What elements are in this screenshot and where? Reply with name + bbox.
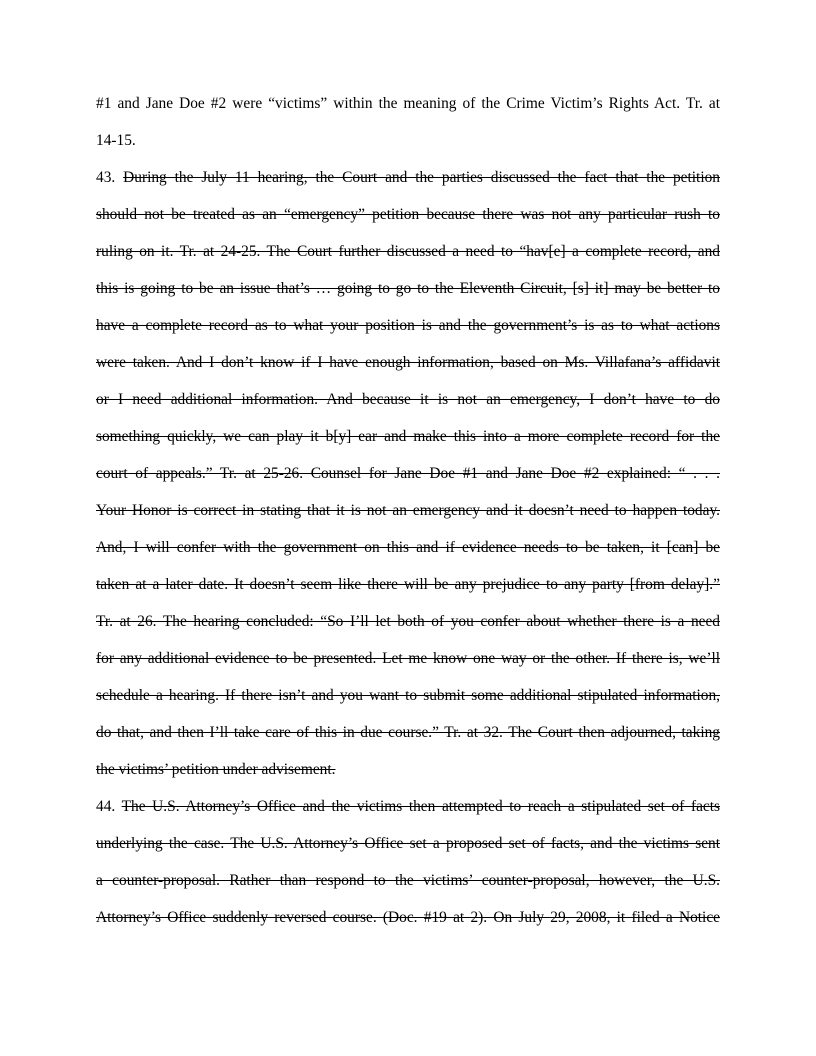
- text-line: [96, 649, 720, 669]
- line-text: for any additional evidence to be presented. Let me know one way or the other. If there is, we’ll: [96, 650, 720, 667]
- text-line: [96, 575, 720, 595]
- text-line: [96, 353, 720, 373]
- text-line: [96, 760, 720, 780]
- line-text: And, I will confer with the government on this and if evidence needs to be taken, it [can] be: [96, 539, 720, 556]
- line-text: or I need additional information. And because it is not an emergency, I don’t have to do: [96, 391, 720, 408]
- line-text: this is going to be an issue that’s … going to go to the Eleventh Circuit, [s] it] may be better to: [96, 280, 720, 297]
- paragraph-number: 43.: [96, 169, 124, 186]
- text-line: [96, 316, 720, 336]
- text-line: [96, 538, 720, 558]
- line-text: do that, and then I’ll take care of this in due course.” Tr. at 32. The Court then adjourned, taking: [96, 724, 720, 741]
- line-text: 14-15.: [96, 132, 136, 149]
- text-line: [96, 871, 720, 891]
- paragraph-number: 44.: [96, 798, 122, 815]
- line-text: a counter-proposal. Rather than respond to the victims’ counter-proposal, however, the U.S.: [96, 872, 720, 889]
- line-text: Tr. at 26. The hearing concluded: “So I’ll let both of you confer about whether there is a need: [96, 613, 720, 630]
- text-line: [96, 205, 720, 225]
- text-line: [96, 131, 720, 151]
- text-line: [96, 279, 720, 299]
- line-text: the victims’ petition under advisement.: [96, 761, 336, 778]
- text-line: [96, 242, 720, 262]
- text-line: [96, 612, 720, 632]
- line-text: something quickly, we can play it b[y] ear and make this into a more complete record for the: [96, 428, 720, 445]
- line-text: court of appeals.” Tr. at 25-26. Counsel for Jane Doe #1 and Jane Doe #2 explained: “ . . .: [96, 465, 720, 482]
- line-text: taken at a later date. It doesn’t seem like there will be any prejudice to any party [from delay].”: [96, 576, 720, 593]
- text-line: [96, 427, 720, 447]
- text-line: [96, 94, 720, 114]
- text-line: [96, 501, 720, 521]
- document-page: [96, 0, 720, 1056]
- line-text: schedule a hearing. If there isn’t and you want to submit some additional stipulated information,: [96, 687, 720, 704]
- line-text: The U.S. Attorney’s Office and the victims then attempted to reach a stipulated set of facts: [121, 798, 721, 815]
- line-text: should not be treated as an “emergency” petition because there was not any particular rush to: [96, 206, 720, 223]
- text-line: [96, 168, 720, 188]
- text-line: [96, 834, 720, 854]
- text-line: [96, 686, 720, 706]
- line-text: have a complete record as to what your position is and the government’s is as to what actions: [96, 317, 720, 334]
- line-text: Attorney’s Office suddenly reversed course. (Doc. #19 at 2). On July 29, 2008, it filed a Notice: [96, 909, 720, 926]
- line-text: underlying the case. The U.S. Attorney’s Office set a proposed set of facts, and the victims sent: [96, 835, 720, 852]
- text-line: [96, 464, 720, 484]
- text-line: [96, 908, 720, 928]
- text-line: [96, 723, 720, 743]
- line-text: Your Honor is correct in stating that it is not an emergency and it doesn’t need to happen today.: [96, 502, 720, 519]
- text-line: [96, 797, 720, 817]
- line-text: ruling on it. Tr. at 24-25. The Court further discussed a need to “hav[e] a complete record, and: [96, 243, 720, 260]
- line-text: #1 and Jane Doe #2 were “victims” within the meaning of the Crime Victim’s Rights Act. Tr. at: [96, 95, 720, 112]
- line-text: During the July 11 hearing, the Court and the parties discussed the fact that the petition: [123, 169, 721, 186]
- text-line: [96, 390, 720, 410]
- line-text: were taken. And I don’t know if I have enough information, based on Ms. Villafana’s affidavit: [96, 354, 720, 371]
